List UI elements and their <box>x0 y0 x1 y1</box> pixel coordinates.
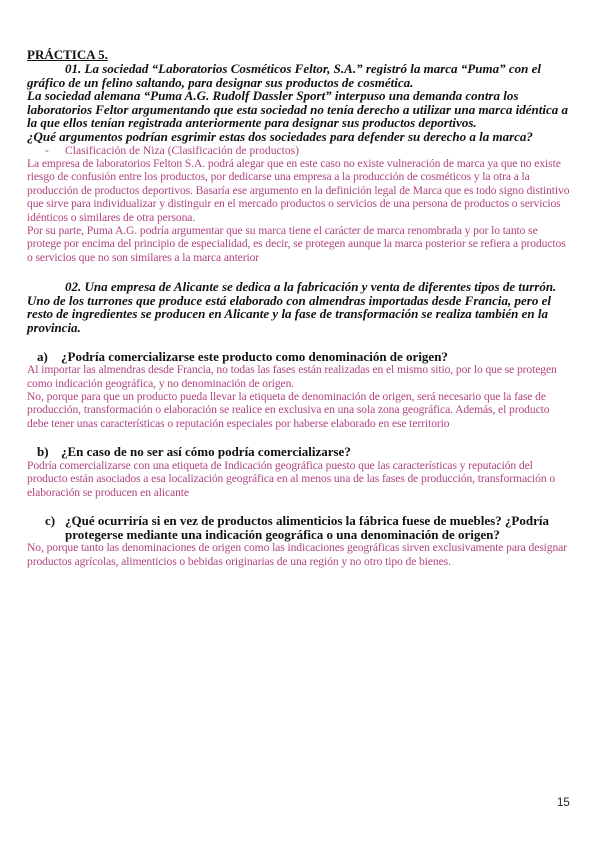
page-number: 15 <box>557 797 570 809</box>
q2a-question: ¿Podría comercializarse este producto como denominación de origen? <box>61 348 448 364</box>
q1-statement <box>27 62 570 144</box>
q2b-label: b) <box>37 444 49 460</box>
q1-answer-2: Por su parte, Puma A.G. podría argumentar que su marca tiene el carácter de marca renombrada y por lo tanto se protege por encima del principio de especialidad, es decir, se protegen aunque la marca posterior se refiera a productos o servicios que no son similares a la marca anterior <box>27 224 566 264</box>
dash-item-text: Clasificación de Niza (Clasificación de productos) <box>65 143 300 157</box>
q2c-question: ¿Qué ocurriría si en vez de productos alimenticios la fábrica fuese de muebles? ¿Podría protegerse mediante una indicación geográfica o una denominación de origen? <box>65 513 549 542</box>
practice-title: PRÁCTICA 5. <box>27 47 108 62</box>
q1-line1: 01. La sociedad “Laboratorios Cosméticos Feltor, S.A.” registró la marca “Puma” con el gráfico de un felino saltando, para designar sus productos de cosmética. <box>27 61 541 90</box>
q1-line2: La sociedad alemana “Puma A.G. Rudolf Dassler Sport” interpuso una demanda contra los laboratorios Feltor argumentando que esta sociedad no tenía derecho a utilizar una marca idéntica a la que ellos tenían registrada anteriormente para designar sus productos deportivos. <box>27 88 568 131</box>
q2b-question-row <box>27 445 570 459</box>
dash-marker: - <box>45 143 49 157</box>
q2c-label: c) <box>45 513 56 529</box>
q2a-question-row <box>27 350 570 364</box>
q2b-answer: Podría comercializarse con una etiqueta de Indicación geográfica puesto que las características y reputación del producto están asociados a esa localización geográfica en al menos una de las fases de producción, transformación o elaboración se producen en alicante <box>27 458 556 499</box>
q2c-question-row <box>27 514 570 541</box>
q1-question: ¿Qué argumentos podrían esgrimir estas dos sociedades para defender su derecho a la marca? <box>27 128 533 144</box>
q1-answer-1: La empresa de laboratorios Felton S.A. podrá alegar que en este caso no existe vulneración de marca ya que no existe riesgo de confusión entre los productos, por dedicarse una empresa a la producción de cosméticos y la otra a la producción de productos deportivos. Basaría ese argumento en la definición legal de Marca que es todo signo distintivo que sirve para individualizar y distinguir en el mercado productos o servicios de una persona de productos o servicios idénticos o similares de otra persona. <box>27 156 570 224</box>
q2-intro: 02. Una empresa de Alicante se dedica a la fabricación y venta de diferentes tipos de turrón. Uno de los turrones que produce está elaborado con almendras importadas desde Francia, pero el resto de ingredientes se producen en Alicante y la fase de transformación se realiza también en la provincia. <box>27 279 557 335</box>
document-page <box>27 48 570 568</box>
q2a-answer-1: Al importar las almendras desde Francia, no todas las fases están realizadas en el mismo sitio, por lo que se protegen como indicación geográfica, y no denominación de origen. <box>27 363 557 390</box>
q2a-answer-2: No, porque para que un producto pueda llevar la etiqueta de denominación de origen, será necesario que la fase de producción, transformación o elaboración se realice en exclusiva en una sola zona geográfica. Además, el producto debe tener unas características o reputación especiales por haberse elaborado en ese territorio <box>27 390 550 430</box>
q1-dash-item <box>27 144 570 157</box>
q2c-answer: No, porque tanto las denominaciones de origen como las indicaciones geográficas sirven exclusivamente para designar productos agrícolas, alimenticios o bebidas originarias de una región y no otro tipo de bienes. <box>27 541 567 568</box>
q2a-label: a) <box>37 348 48 364</box>
q2b-question: ¿En caso de no ser así cómo podría comercializarse? <box>61 444 351 460</box>
